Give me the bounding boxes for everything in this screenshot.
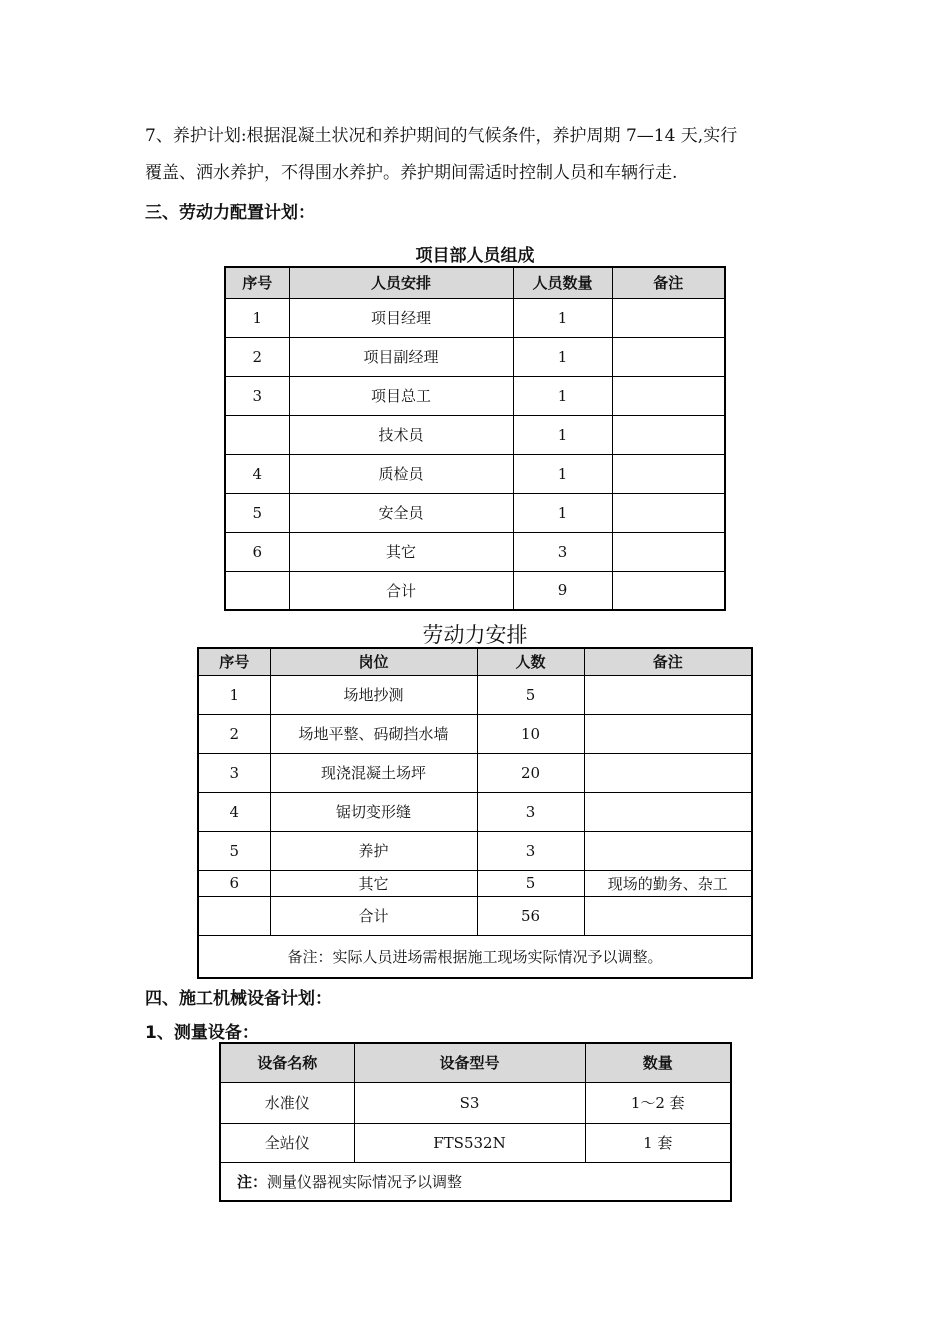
note-text: 测量仪器视实际情况予以调整 (267, 1172, 463, 1191)
cell-count: 1 (513, 337, 612, 376)
cell-equipment-qty: 1～2 套 (585, 1082, 731, 1123)
cell-post: 养护 (270, 831, 477, 870)
cell-note (612, 415, 725, 454)
cell-index (225, 415, 289, 454)
cell-count: 1 (513, 415, 612, 454)
staff-table (224, 266, 726, 611)
staff-table-header (225, 267, 725, 298)
labor-table-caption: 劳动力安排 (422, 623, 528, 647)
cell-count: 3 (477, 831, 584, 870)
cell-index: 2 (198, 714, 270, 753)
table-note-row (220, 1162, 731, 1201)
cell-index: 4 (198, 792, 270, 831)
table-row (198, 753, 752, 792)
cell-index: 3 (198, 753, 270, 792)
cell-index: 6 (198, 870, 270, 896)
cell-count: 1 (513, 454, 612, 493)
cell-role: 合计 (289, 571, 513, 610)
table-row-total (225, 571, 725, 610)
equipment-table (219, 1042, 732, 1202)
cell-equipment-name: 水准仪 (220, 1082, 354, 1123)
cell-equipment-qty: 1 套 (585, 1123, 731, 1162)
header-cell: 备注 (584, 648, 752, 675)
cell-count: 5 (477, 870, 584, 896)
cell-index: 1 (225, 298, 289, 337)
cell-note (612, 298, 725, 337)
header-cell: 岗位 (270, 648, 477, 675)
header-cell: 人数 (477, 648, 584, 675)
table-row (198, 675, 752, 714)
cell-note (612, 571, 725, 610)
table-row (198, 870, 752, 896)
cell-role: 其它 (289, 532, 513, 571)
header-cell: 序号 (225, 267, 289, 298)
header-cell: 人员安排 (289, 267, 513, 298)
cell-role: 技术员 (289, 415, 513, 454)
cell-count: 20 (477, 753, 584, 792)
curing-plan-line-1: 7、养护计划:根据混凝土状况和养护期间的气候条件，养护周期 7—14 天,实行 (145, 126, 738, 146)
header-cell: 设备型号 (354, 1043, 585, 1082)
cell-note (612, 376, 725, 415)
cell-note (584, 675, 752, 714)
cell-equipment-model: FTS532N (354, 1123, 585, 1162)
cell-post: 其它 (270, 870, 477, 896)
section-3-heading: 三、劳动力配置计划： (145, 203, 315, 223)
cell-note: 现场的勤务、杂工 (584, 870, 752, 896)
cell-index: 3 (225, 376, 289, 415)
cell-count: 1 (513, 376, 612, 415)
table-row (225, 376, 725, 415)
cell-role: 项目总工 (289, 376, 513, 415)
cell-count: 3 (477, 792, 584, 831)
header-cell: 人员数量 (513, 267, 612, 298)
cell-note (584, 896, 752, 935)
header-cell: 序号 (198, 648, 270, 675)
measuring-equipment-heading: 1、测量设备： (145, 1023, 259, 1043)
cell-index: 2 (225, 337, 289, 376)
cell-role: 安全员 (289, 493, 513, 532)
cell-note (612, 337, 725, 376)
cell-count: 1 (513, 493, 612, 532)
cell-post: 场地平整、码砌挡水墙 (270, 714, 477, 753)
cell-note (612, 532, 725, 571)
cell-count: 1 (513, 298, 612, 337)
cell-equipment-name: 全站仪 (220, 1123, 354, 1162)
cell-count: 9 (513, 571, 612, 610)
labor-table-note: 备注：实际人员进场需根据施工现场实际情况予以调整。 (198, 935, 752, 978)
table-row (225, 337, 725, 376)
cell-post: 合计 (270, 896, 477, 935)
cell-role: 项目经理 (289, 298, 513, 337)
cell-role: 项目副经理 (289, 337, 513, 376)
cell-note (584, 753, 752, 792)
equipment-table-header (220, 1043, 731, 1082)
staff-table-caption: 项目部人员组成 (415, 246, 535, 266)
note-label: 注： (237, 1172, 268, 1191)
cell-note (612, 454, 725, 493)
cell-index: 5 (225, 493, 289, 532)
cell-index: 5 (198, 831, 270, 870)
cell-index (225, 571, 289, 610)
table-row (225, 298, 725, 337)
curing-plan-line-2: 覆盖、洒水养护，不得围水养护。养护期间需适时控制人员和车辆行走. (145, 163, 678, 183)
equipment-table-note (220, 1162, 731, 1201)
cell-count: 5 (477, 675, 584, 714)
cell-count: 56 (477, 896, 584, 935)
labor-table (197, 647, 753, 979)
header-cell: 备注 (612, 267, 725, 298)
cell-note (584, 792, 752, 831)
table-row (198, 792, 752, 831)
cell-count: 3 (513, 532, 612, 571)
table-row-total (198, 896, 752, 935)
section-4-heading: 四、施工机械设备计划： (145, 989, 332, 1009)
cell-index: 4 (225, 454, 289, 493)
cell-post: 锯切变形缝 (270, 792, 477, 831)
cell-post: 场地抄测 (270, 675, 477, 714)
cell-count: 10 (477, 714, 584, 753)
table-row (225, 415, 725, 454)
table-note-row (198, 935, 752, 978)
cell-equipment-model: S3 (354, 1082, 585, 1123)
cell-post: 现浇混凝土场坪 (270, 753, 477, 792)
table-row (220, 1082, 731, 1123)
table-row (225, 493, 725, 532)
cell-note (584, 714, 752, 753)
table-row (225, 532, 725, 571)
table-row (198, 714, 752, 753)
cell-note (584, 831, 752, 870)
table-row (198, 831, 752, 870)
header-cell: 数量 (585, 1043, 731, 1082)
table-row (225, 454, 725, 493)
table-row (220, 1123, 731, 1162)
header-cell: 设备名称 (220, 1043, 354, 1082)
cell-index: 1 (198, 675, 270, 714)
cell-index: 6 (225, 532, 289, 571)
labor-table-header (198, 648, 752, 675)
cell-role: 质检员 (289, 454, 513, 493)
cell-note (612, 493, 725, 532)
cell-index (198, 896, 270, 935)
